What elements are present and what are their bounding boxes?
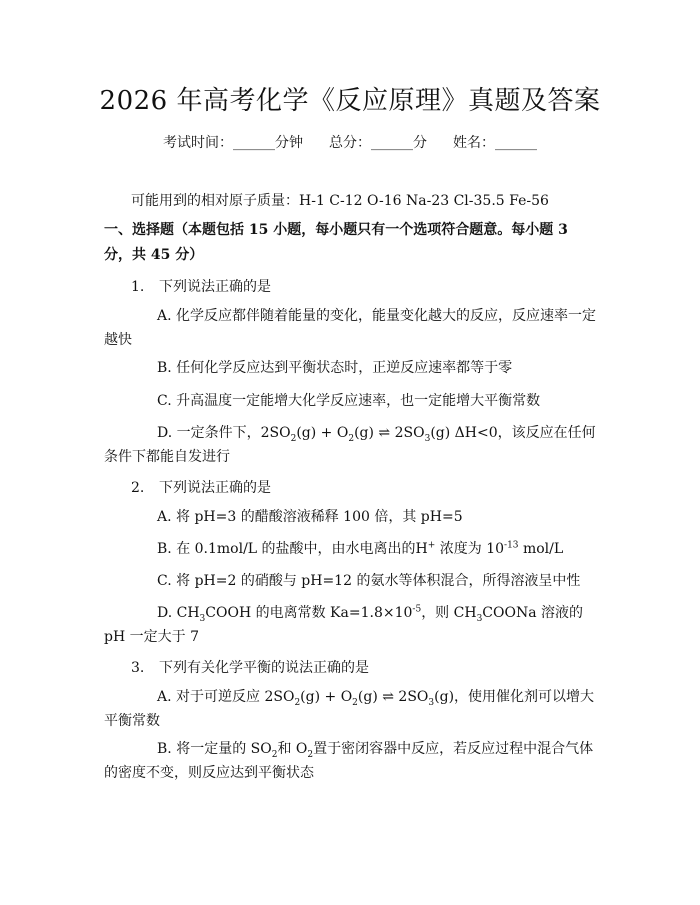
question-number: 1.: [131, 279, 145, 295]
name-field: 姓名：______: [453, 135, 537, 151]
q2-option-c: C. 将 pH=2 的硝酸与 pH=12 的氨水等体积混合，所得溶液呈中性: [157, 573, 581, 589]
q1-option-b: B. 任何化学反应达到平衡状态时，正逆反应速率都等于零: [157, 360, 513, 376]
q1-option-d: D. 一定条件下，$2SO_2(g) + O_2(g)$ ⇌ $2SO_3(g)$ ΔH<0，该反应在任何条件下都能自发进行: [104, 425, 596, 465]
question-stem: 下列有关化学平衡的说法正确的是: [159, 660, 369, 676]
question-1: [131, 276, 271, 296]
exam-meta: [0, 132, 700, 152]
question-number: 3.: [131, 660, 145, 676]
question-2: [131, 477, 271, 497]
atomic-masses: 可能用到的相对原子质量：H-1 C-12 O-16 Na-23 Cl-35.5 Fe-56: [131, 193, 549, 209]
question-stem: 下列说法正确的是: [159, 480, 271, 496]
question-number: 2.: [131, 480, 145, 496]
question-3: [131, 657, 369, 677]
q1-option-c: C. 升高温度一定能增大化学反应速率，也一定能增大平衡常数: [157, 393, 541, 409]
q1-option-a: A. 化学反应都伴随着能量的变化，能量变化越大的反应，反应速率一定越快: [104, 308, 597, 348]
q3-option-a: A. 对于可逆反应 $2SO_2(g) + O_2(g)$ ⇌ $2SO_3(g)$，使用催化剂可以增大平衡常数: [104, 689, 595, 729]
q3-option-b: B. 将一定量的 $SO_2$和 $O_2$置于密闭容器中反应，若反应过程中混合气体的密度不变，则反应达到平衡状态: [104, 741, 594, 781]
q2-option-a: A. 将 pH=3 的醋酸溶液稀释 100 倍，其 pH=5: [157, 509, 463, 525]
page-title: 2026 年高考化学《反应原理》真题及答案: [99, 86, 601, 116]
q2-option-b: B. 在 0.1mol/L 的盐酸中，由水电离出的H+ 浓度为 $10^{-13}$ mol/L: [157, 540, 564, 557]
total-score-field: 总分：______分: [329, 135, 427, 151]
exam-time-field: 考试时间：______分钟: [163, 135, 303, 151]
question-stem: 下列说法正确的是: [159, 279, 271, 295]
section-heading: 一、选择题（本题包括 15 小题，每小题只有一个选项符合题意。每小题 3 分，共 45 分）: [104, 222, 568, 263]
q2-option-d: D. $CH_3COOH$ 的电离常数 $Ka=1.8\times 10^{-5}$，则 $CH_3COONa$ 溶液的 pH 一定大于 7: [104, 604, 584, 645]
